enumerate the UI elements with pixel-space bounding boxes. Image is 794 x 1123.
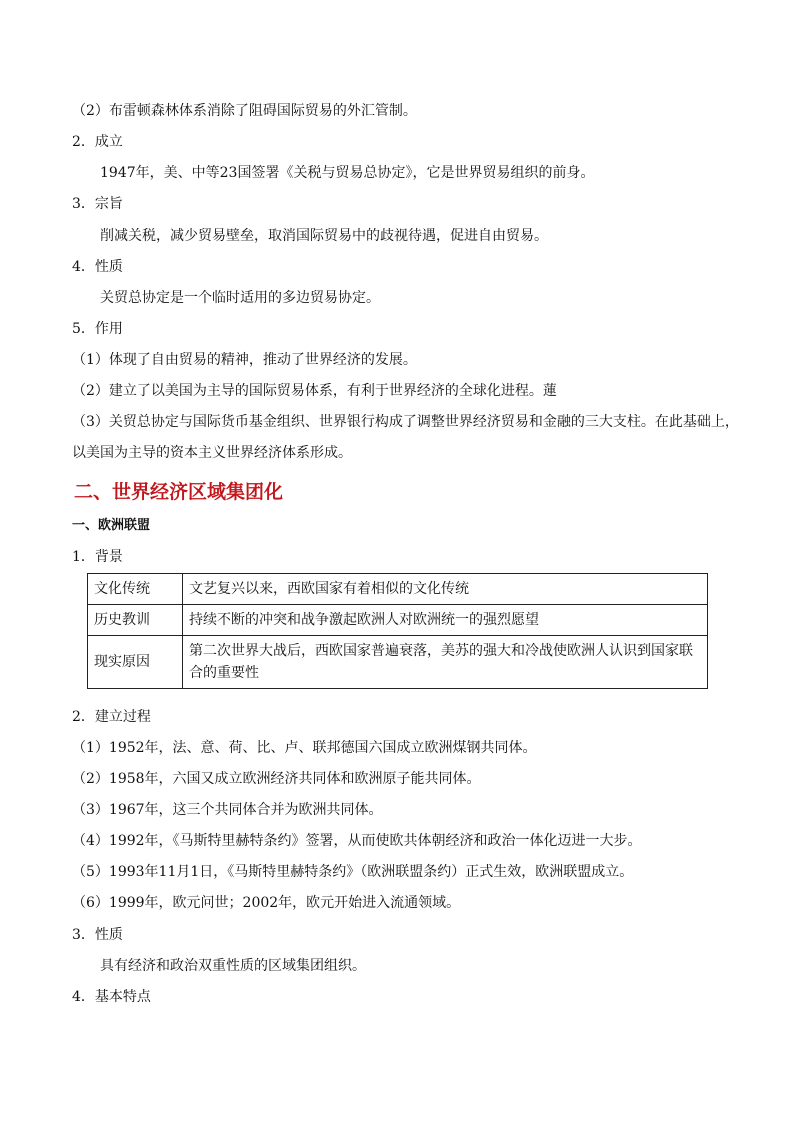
table-value: 第二次世界大战后，西欧国家普遍衰落，美苏的强大和冷战使欧洲人认识到国家联合的重要性: [183, 636, 708, 689]
table-key: 文化传统: [88, 574, 183, 605]
section-heading: 4．性质: [72, 259, 123, 275]
para-line: （1）1952年，法、意、荷、比、卢、联邦德国六国成立欧洲煤钢共同体。: [72, 740, 537, 756]
section-heading: 3．宗旨: [72, 196, 123, 212]
para-line: 削减关税，减少贸易壁垒，取消国际贸易中的歧视待遇，促进自由贸易。: [100, 228, 548, 244]
table-key: 历史教训: [88, 605, 183, 636]
para-line: （5）1993年11月1日，《马斯特里赫特条约》（欧洲联盟条约）正式生效，欧洲联盟成立。: [72, 864, 634, 880]
para-line: （3）1967年，这三个共同体合并为欧洲共同体。: [72, 802, 383, 818]
para-line: 关贸总协定是一个临时适用的多边贸易协定。: [100, 290, 380, 306]
para-line: （3）关贸总协定与国际货币基金组织、世界银行构成了调整世界经济贸易和金融的三大支柱。在此基础上，: [72, 414, 739, 430]
subsection-heading: 一、欧洲联盟: [72, 518, 151, 533]
para-line: （4）1992年，《马斯特里赫特条约》签署，从而使欧共体朝经济和政治一体化迈进一大步。: [72, 833, 642, 849]
background-table: [87, 573, 708, 689]
table-row: [88, 605, 708, 636]
para-line: 1947年，美、中等23国签署《关税与贸易总协定》，它是世界贸易组织的前身。: [100, 165, 595, 181]
table-value: 持续不断的冲突和战争激起欧洲人对欧洲统一的强烈愿望: [183, 605, 708, 636]
para-line: 具有经济和政治双重性质的区域集团组织。: [100, 958, 366, 974]
para-line: （2）1958年，六国又成立欧洲经济共同体和欧洲原子能共同体。: [72, 771, 481, 787]
section-heading: 2．建立过程: [72, 709, 151, 725]
table-row: [88, 636, 708, 689]
para-line: （6）1999年，欧元问世；2002年，欧元开始进入流通领域。: [72, 895, 461, 911]
section-heading: 1．背景: [72, 549, 123, 565]
para-line: （1）体现了自由贸易的精神，推动了世界经济的发展。: [72, 352, 417, 368]
table-value: 文艺复兴以来，西欧国家有着相似的文化传统: [183, 574, 708, 605]
table-row: [88, 574, 708, 605]
para-line: （2）建立了以美国为主导的国际贸易体系，有利于世界经济的全球化进程。蓮: [72, 383, 557, 399]
para-line: （2）布雷顿森林体系消除了阻碍国际贸易的外汇管制。: [72, 103, 417, 119]
section-heading: 5．作用: [72, 321, 123, 337]
section-heading: 3．性质: [72, 927, 123, 943]
para-line: 以美国为主导的资本主义世界经济体系形成。: [72, 445, 352, 461]
section-heading: 4．基本特点: [72, 989, 151, 1005]
table-key: 现实原因: [88, 636, 183, 689]
chapter-heading: 二、世界经济区域集团化: [74, 481, 284, 503]
section-heading: 2．成立: [72, 134, 123, 150]
